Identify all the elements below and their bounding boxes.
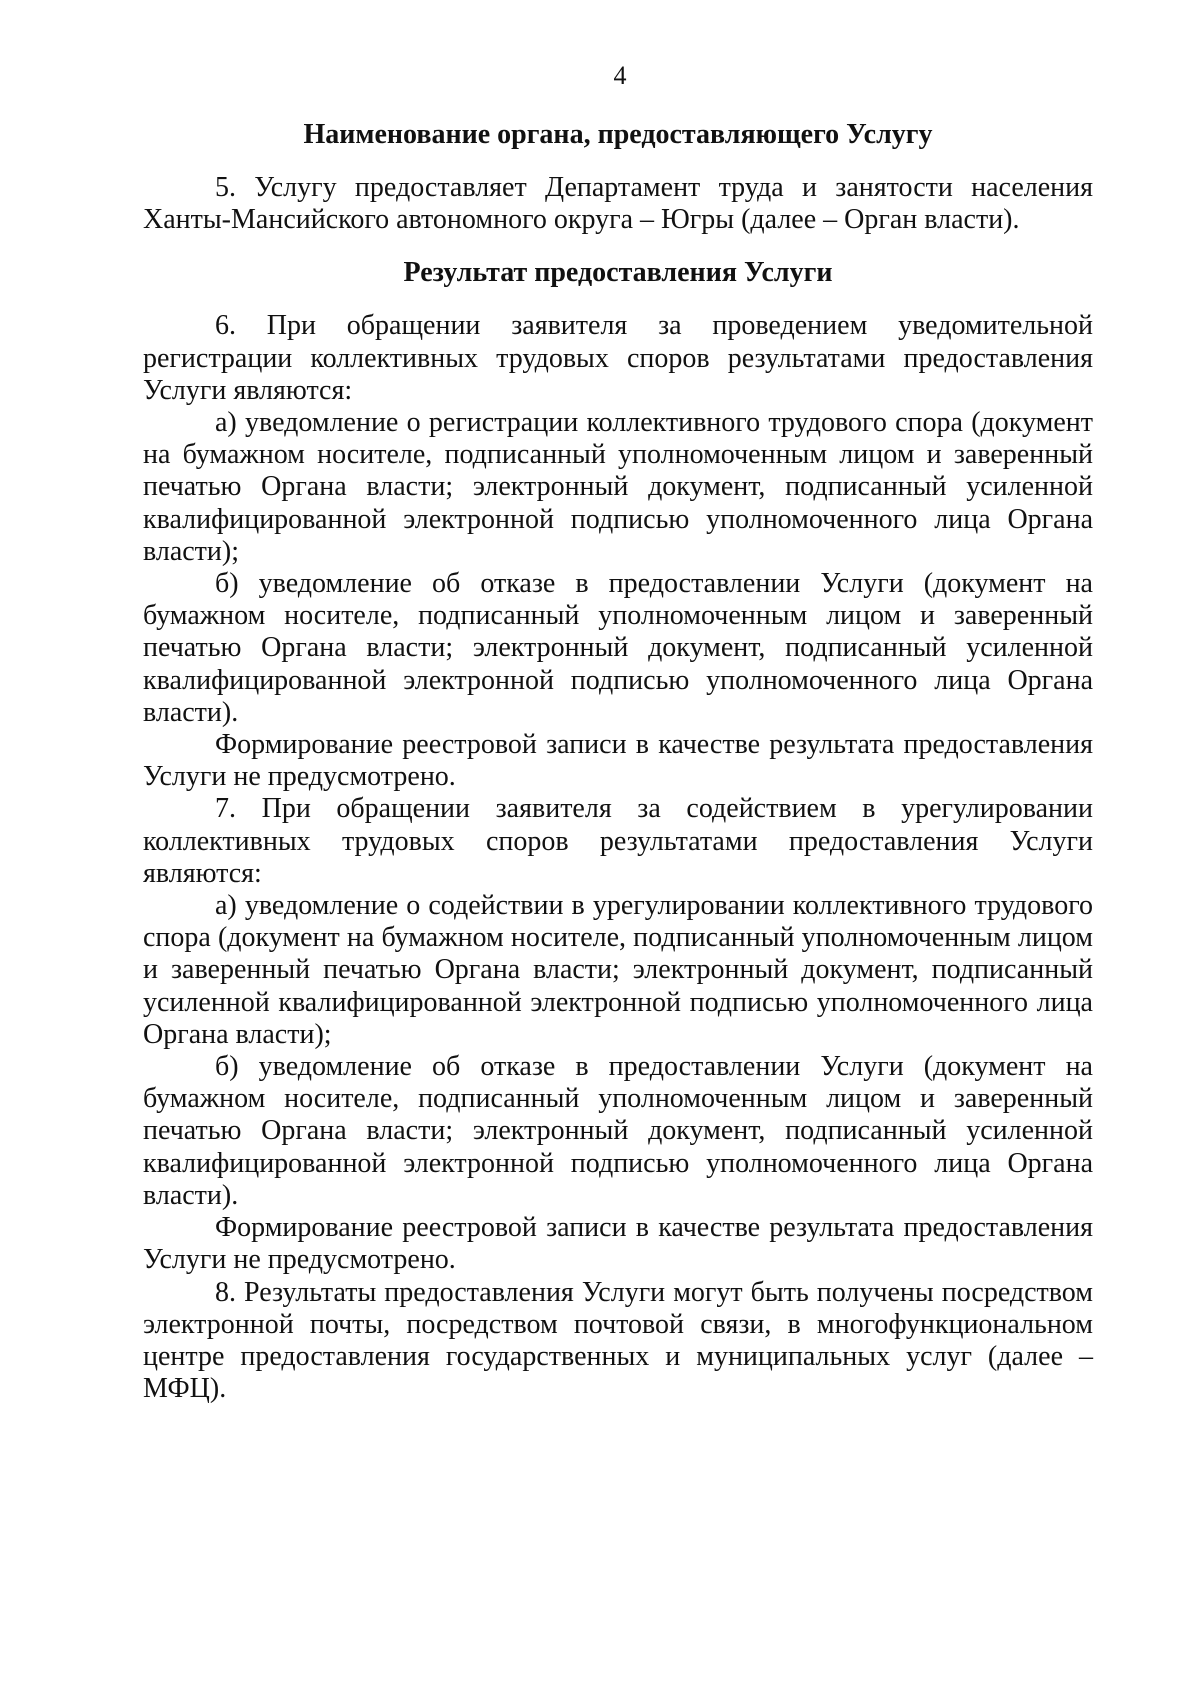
paragraph-6-note: Формирование реестровой записи в качестве результата предоставления Услуги не предусмотрено. — [143, 729, 1093, 793]
paragraph-6b: б) уведомление об отказе в предоставлении Услуги (документ на бумажном носителе, подписанный уполномоченным лицом и заверенный печатью Органа власти; электронный документ, подписанный усиленной квалифицированной электронной подписью уполномоченного лица Органа власти). — [143, 568, 1093, 728]
page-number: 4 — [613, 61, 627, 90]
section-heading-service-provider: Наименование органа, предоставляющего Услугу — [303, 119, 933, 150]
paragraph-6a: а) уведомление о регистрации коллективного трудового спора (документ на бумажном носителе, подписанный уполномоченным лицом и заверенный печатью Органа власти; электронный документ, подписанный усиленной квалифицированной электронной подписью уполномоченного лица Органа власти); — [143, 407, 1093, 567]
document-body — [143, 118, 1093, 1405]
paragraph-8: 8. Результаты предоставления Услуги могут быть получены посредством электронной почты, посредством почтовой связи, в многофункциональном центре предоставления государственных и муниципальных услуг (далее – МФЦ). — [143, 1276, 1093, 1405]
section-heading-service-result: Результат предоставления Услуги — [403, 257, 833, 289]
paragraph-7a: а) уведомление о содействии в урегулировании коллективного трудового спора (документ на бумажном носителе, подписанный уполномоченным лицом и заверенный печатью Органа власти; электронный документ, подписанный усиленной квалифицированной электронной подписью уполномоченного лица Органа власти); — [143, 890, 1093, 1050]
paragraph-6: 6. При обращении заявителя за проведением уведомительной регистрации коллективных трудовых споров результатами предоставления Услуги являются: — [143, 310, 1093, 406]
paragraph-7b: б) уведомление об отказе в предоставлении Услуги (документ на бумажном носителе, подписанный уполномоченным лицом и заверенный печатью Органа власти; электронный документ, подписанный усиленной квалифицированной электронной подписью уполномоченного лица Органа власти). — [143, 1051, 1093, 1211]
paragraph-5: 5. Услугу предоставляет Департамент труда и занятости населения Ханты-Мансийского автономного округа – Югры (далее – Орган власти). — [143, 172, 1093, 236]
paragraph-7-note: Формирование реестровой записи в качестве результата предоставления Услуги не предусмотрено. — [143, 1212, 1093, 1276]
paragraph-7: 7. При обращении заявителя за содействием в урегулировании коллективных трудовых споров результатами предоставления Услуги являются: — [143, 793, 1093, 889]
